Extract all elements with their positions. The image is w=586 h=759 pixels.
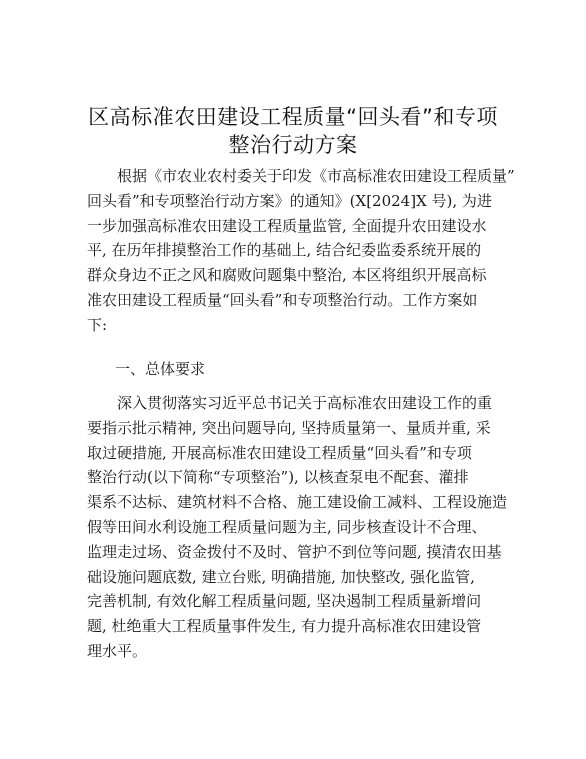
paragraph-line: 取过硬措施, 开展高标准农田建设工程质量“回头看”和专项 xyxy=(87,443,472,462)
section-heading-general-requirements: 一、总体要求 xyxy=(115,360,206,378)
paragraph-line: 下: xyxy=(87,315,108,334)
paragraph-line: 础设施问题底数, 建立台账, 明确措施, 加快整改, 强化监管, xyxy=(87,567,475,586)
paragraph-line: 平, 在历年排摸整治工作的基础上, 结合纪委监委系统开展的 xyxy=(87,241,482,260)
paragraph-line: 整治行动(以下简称“专项整治”), 以核查泵电不配套、灌排 xyxy=(87,468,469,487)
paragraph-line: 假等田间水利设施工程质量问题为主, 同步核查设计不合理、 xyxy=(87,517,487,536)
paragraph-intro xyxy=(87,164,515,338)
paragraph-line: 深入贯彻落实习近平总书记关于高标准农田建设工作的重 xyxy=(117,394,493,412)
paragraph-general-requirements xyxy=(87,391,507,664)
paragraph-line: 监理走过场、资金拨付不及时、管护不到位等问题, 摸清农田基 xyxy=(87,542,502,561)
paragraph-line: 完善机制, 有效化解工程质量问题, 坚决遏制工程质量新增问 xyxy=(87,592,482,611)
document-title-line-1: 区高标准农田建设工程质量“回头看”和专项 xyxy=(88,105,498,129)
paragraph-line: 群众身边不正之风和腐败问题集中整治, 本区将组织开展高标 xyxy=(87,266,487,285)
paragraph-line: 题, 杜绝重大工程质量事件发生, 有力提升高标准农田建设管 xyxy=(87,617,482,636)
paragraph-line: 准农田建设工程质量“回头看”和专项整治行动。工作方案如 xyxy=(87,290,478,309)
paragraph-line: 一步加强高标准农田建设工程质量监管, 全面提升农田建设水 xyxy=(87,216,487,235)
paragraph-line: 回头看”和专项整治行动方案》的通知》(X[2024]X 号), 为进 xyxy=(87,191,492,210)
paragraph-line: 根据《市农业农村委关于印发《市高标准农田建设工程质量” xyxy=(117,167,515,185)
paragraph-line: 理水平。 xyxy=(87,641,148,660)
paragraph-line: 渠系不达标、建筑材料不合格、施工建设偷工减料、工程设施造 xyxy=(87,493,508,512)
paragraph-line: 要指示批示精神, 突出问题导向, 坚持质量第一、量质并重, 采 xyxy=(87,418,491,437)
document-title-line-2: 整治行动方案 xyxy=(228,133,358,157)
